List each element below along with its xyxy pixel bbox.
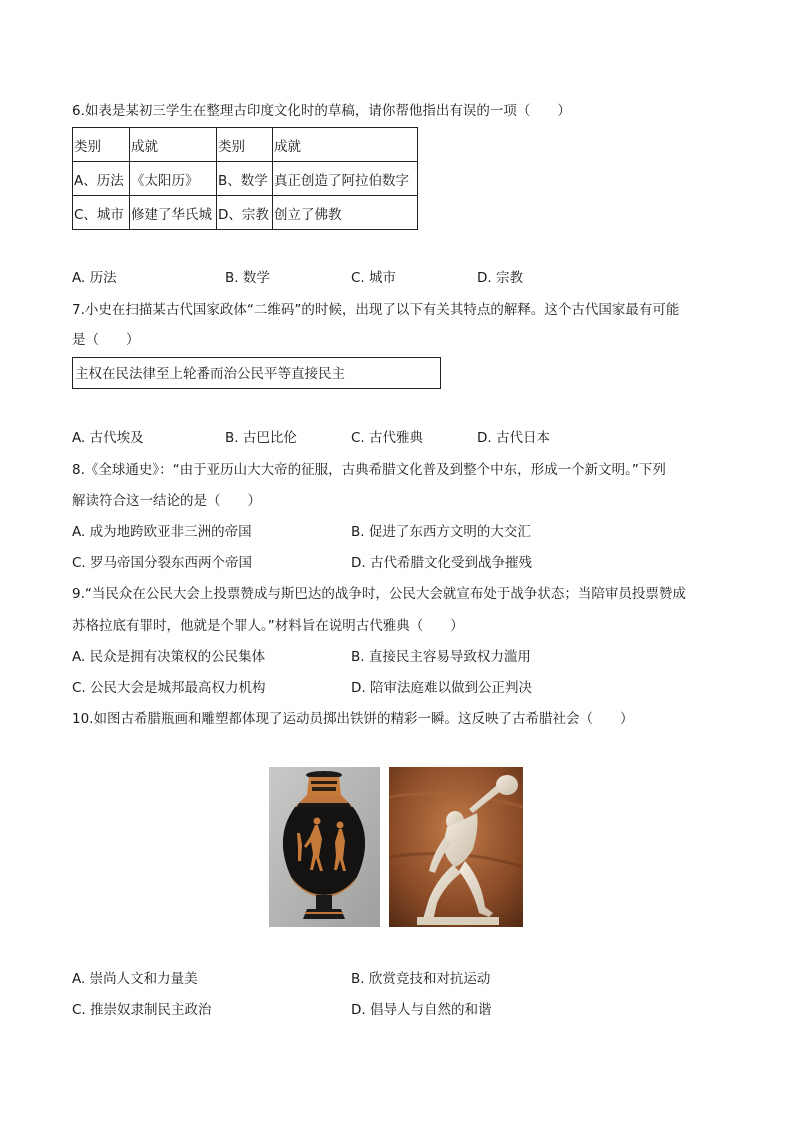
q8-stem-line2: 解读符合这一结论的是（ ） — [72, 493, 261, 509]
table-cell: 修建了华氏城 — [130, 196, 217, 230]
q9-option-a[interactable]: A. 民众是拥有决策权的公民集体 — [72, 649, 266, 665]
q10-option-c[interactable]: C. 推崇奴隶制民主政治 — [72, 1002, 212, 1018]
table-cell: C、城市 — [73, 196, 130, 230]
q6-table — [72, 127, 418, 230]
table-cell: 成就 — [130, 128, 217, 162]
q6-option-c[interactable]: C. 城市 — [351, 270, 397, 286]
table-cell: B、数学 — [217, 162, 273, 196]
q9-stem-line2: 苏格拉底有罪时，他就是个罪人。”材料旨在说明古代雅典（ ） — [72, 618, 464, 634]
q7-option-d[interactable]: D. 古代日本 — [477, 430, 550, 446]
q7-option-a[interactable]: A. 古代埃及 — [72, 430, 144, 446]
q10-option-b[interactable]: B. 欣赏竞技和对抗运动 — [351, 971, 491, 987]
q8-option-d[interactable]: D. 古代希腊文化受到战争摧残 — [351, 555, 532, 571]
table-cell: 《太阳历》 — [130, 162, 217, 196]
q9-stem-line1: 9.“当民众在公民大会上投票赞成与斯巴达的战争时，公民大会就宣布处于战争状态；当陪审员投票赞成 — [72, 586, 686, 602]
q10-option-d[interactable]: D. 倡导人与自然的和谐 — [351, 1002, 492, 1018]
table-cell: D、宗教 — [217, 196, 273, 230]
table-cell: 真正创造了阿拉伯数字 — [273, 162, 418, 196]
table-row — [73, 128, 418, 162]
q8-option-a[interactable]: A. 成为地跨欧亚非三洲的帝国 — [72, 524, 252, 540]
q9-option-b[interactable]: B. 直接民主容易导致权力滥用 — [351, 649, 531, 665]
q6-stem: 6.如表是某初三学生在整理古印度文化时的草稿，请你帮他指出有误的一项（ ） — [72, 103, 571, 119]
table-cell: 成就 — [273, 128, 418, 162]
q6-option-a[interactable]: A. 历法 — [72, 270, 117, 286]
greek-vase-image — [269, 767, 380, 927]
q7-option-c[interactable]: C. 古代雅典 — [351, 430, 424, 446]
table-row — [73, 162, 418, 196]
q10-stem: 10.如图古希腊瓶画和雕塑都体现了运动员掷出铁饼的精彩一瞬。这反映了古希腊社会（ ） — [72, 711, 634, 727]
q7-option-b[interactable]: B. 古巴比伦 — [225, 430, 297, 446]
q9-option-d[interactable]: D. 陪审法庭难以做到公正判决 — [351, 680, 532, 696]
q6-option-d[interactable]: D. 宗教 — [477, 270, 523, 286]
q8-option-b[interactable]: B. 促进了东西方文明的大交汇 — [351, 524, 531, 540]
table-cell: 创立了佛教 — [273, 196, 418, 230]
table-cell: 类别 — [217, 128, 273, 162]
table-cell: A、历法 — [73, 162, 130, 196]
discobolus-statue-image — [389, 767, 523, 927]
table-row — [73, 196, 418, 230]
q7-text-box: 主权在民法律至上轮番而治公民平等直接民主 — [72, 357, 441, 389]
q7-stem-line2: 是（ ） — [72, 332, 140, 348]
q6-option-b[interactable]: B. 数学 — [225, 270, 270, 286]
table-cell: 类别 — [73, 128, 130, 162]
q8-stem-line1: 8.《全球通史》：“由于亚历山大大帝的征服，古典希腊文化普及到整个中东，形成一个新文明。”下列 — [72, 462, 666, 478]
q7-stem-line1: 7.小史在扫描某古代国家政体“二维码”的时候，出现了以下有关其特点的解释。这个古代国家最有可能 — [72, 302, 680, 318]
q8-option-c[interactable]: C. 罗马帝国分裂东西两个帝国 — [72, 555, 253, 571]
q10-option-a[interactable]: A. 崇尚人文和力量美 — [72, 971, 198, 987]
q9-option-c[interactable]: C. 公民大会是城邦最高权力机构 — [72, 680, 266, 696]
